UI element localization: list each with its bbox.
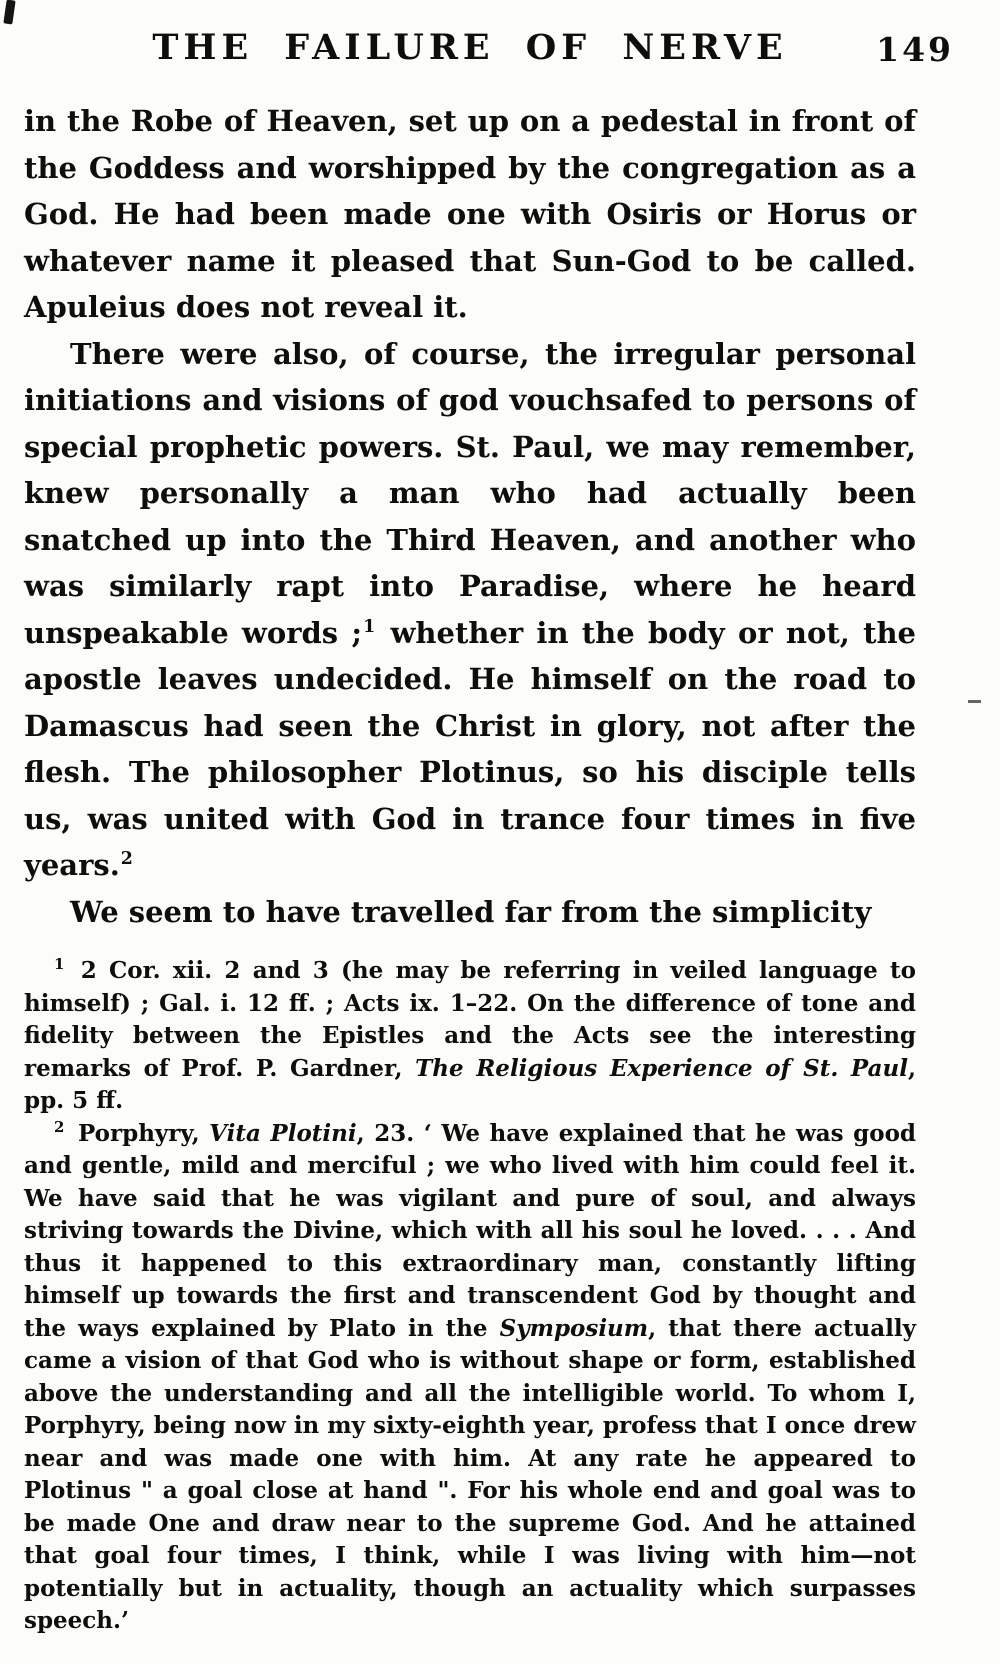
footnotes-block: [24, 955, 916, 1638]
scan-margin-mark: [968, 700, 981, 703]
footnote-reference-2: 2: [120, 849, 133, 870]
footnote-text: , pp. 5 ff.: [24, 1054, 916, 1114]
footnote-text: , 23. ‘ We have explained that he was good and gentle, mild and merciful ; we who lived with him could feel it. We have said that he was vigilant and pure of soul, and always striving towards the Divine, which with all his soul he loved. . . . And thus it happened to this extraordinary man, constantly lifting himself up towards the first and transcendent God by thought and the ways explained by Plato in the: [24, 1119, 917, 1342]
scan-ink-blob: [3, 0, 15, 25]
footnote-marker-2: 2: [54, 1117, 65, 1136]
page-header: [24, 26, 954, 70]
footnote-marker-1: 1: [54, 955, 65, 974]
page-number: 149: [876, 30, 954, 69]
footnote-book-title: Symposium: [499, 1314, 649, 1342]
footnote-text: , that there actually came a vision of that God who is without shape or form, established above the understanding and all the intelligible world. To whom I, Porphyry, being now in my sixty-eighth year, profess that I once drew near and was made one with him. At any rate he appeared to Plotinus " a goal close at hand ". For his whole end and goal was to be made One and draw near to the supreme God. And he attained that goal four times, I think, while I was living with him—not potentially but in actuality, though an actuality which surpasses speech.’: [24, 1314, 916, 1634]
paragraph-text: whether in the body or not, the apostle leaves undecided. He himself on the road to Damascus had seen the Christ in glory, not after the flesh. The philosopher Plotinus, so his disciple tells us, was united with God in trance four times in five years.: [24, 615, 916, 882]
paragraph-text: There were also, of course, the irregular personal initiations and visions of god vouchsafed to persons of special prophetic powers. St. Paul, we may remember, knew personally a man who had actually been snatched up into the Third Heaven, and another who was similarly rapt into Paradise, where he heard unspeakable words ;: [24, 336, 916, 650]
body-text: [24, 98, 916, 935]
footnote-text: 2 Cor. xii. 2 and 3 (he may be referring in veiled language to himself) ; Gal. i. 12 ff. ; Acts ix. 1–22. On the difference of tone and fidelity between the Epistles and the Acts see the interesting remarks of Prof. P. Gardner,: [24, 957, 916, 1082]
footnote-book-title: The Religious Experience of St. Paul: [415, 1054, 908, 1082]
footnote-book-title: Vita Plotini: [209, 1119, 357, 1147]
running-head-title: THE FAILURE OF NERVE: [152, 27, 788, 68]
paragraph-continuation: in the Robe of Heaven, set up on a pedestal in front of the Goddess and worshipped by the congregation as a God. He had been made one with Osiris or Horus or whatever name it pleased that Sun-God to be called. Apuleius does not reveal it.: [24, 104, 916, 324]
paragraph: [24, 331, 916, 889]
footnote-text: Porphyry,: [68, 1119, 210, 1147]
paragraph-partial: We seem to have travelled far from the simplicity: [70, 894, 872, 929]
footnote-1: [24, 955, 916, 1118]
footnote-reference-1: 1: [363, 616, 376, 637]
footnote-2: [24, 1118, 916, 1638]
